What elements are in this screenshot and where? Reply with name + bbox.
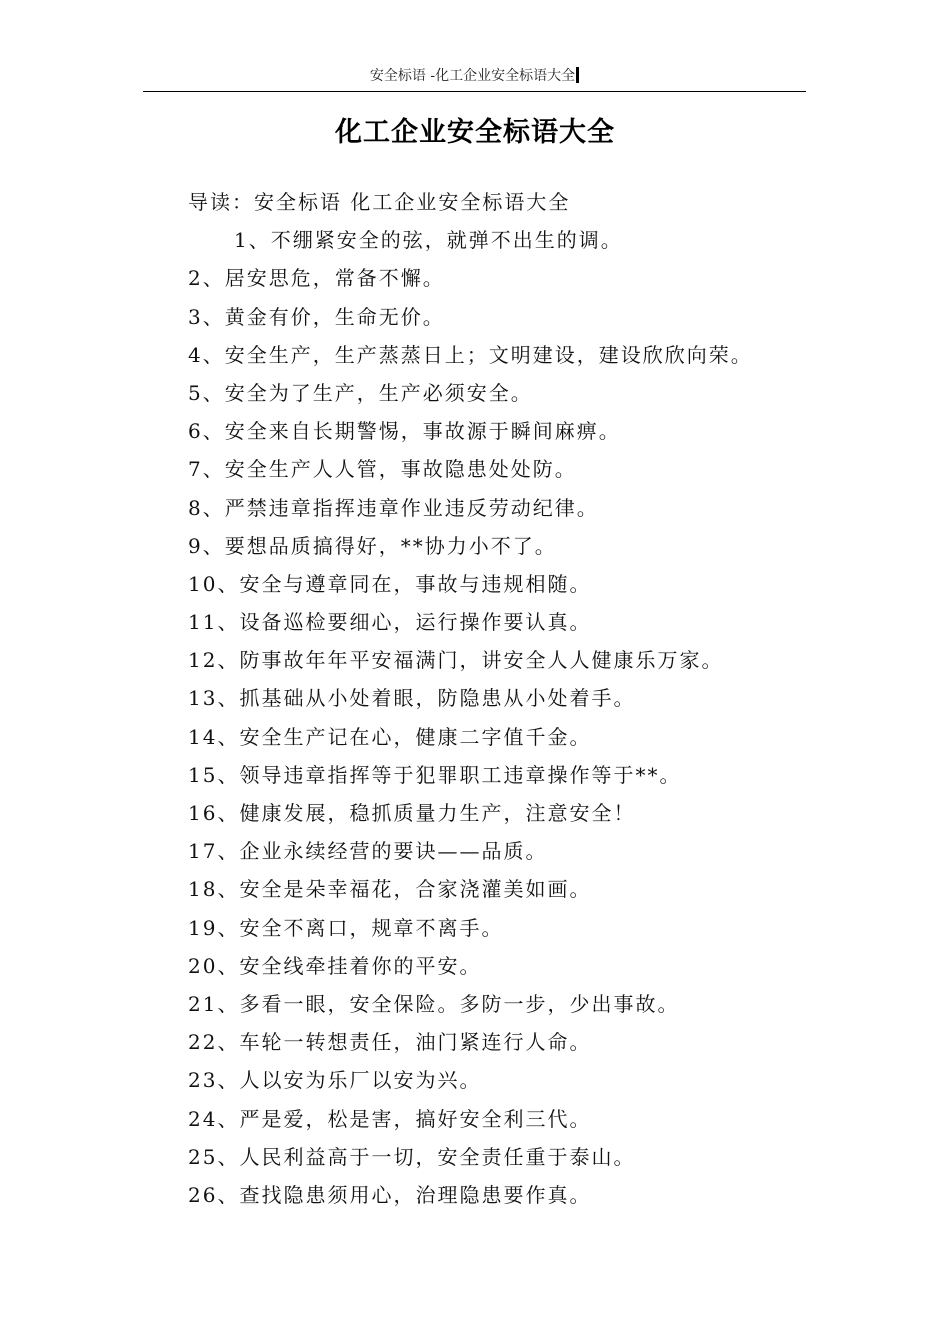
document-body: [188, 183, 828, 1214]
list-item: 21、多看一眼，安全保险。多防一步，少出事故。: [188, 991, 680, 1016]
list-item: 20、安全线牵挂着你的平安。: [188, 953, 482, 978]
list-item: 2、居安思危，常备不懈。: [188, 266, 445, 291]
list-item: 18、安全是朵幸福花，合家浇灌美如画。: [188, 877, 592, 902]
list-item: 1、不绷紧安全的弦，就弹不出生的调。: [234, 228, 623, 253]
page-header: [143, 66, 806, 86]
list-item: 5、安全为了生产，生产必须安全。: [188, 380, 533, 405]
list-item: 12、防事故年年平安福满门，讲安全人人健康乐万家。: [188, 648, 724, 673]
list-item: 13、抓基础从小处着眼，防隐患从小处着手。: [188, 686, 636, 711]
list-item: 17、企业永续经营的要诀——品质。: [188, 839, 548, 864]
list-item: 25、人民利益高于一切，安全责任重于泰山。: [188, 1144, 636, 1169]
list-item: 10、安全与遵章同在，事故与违规相随。: [188, 571, 592, 596]
list-item: 3、黄金有价，生命无价。: [188, 304, 445, 329]
list-item: 15、领导违章指挥等于犯罪职工违章操作等于**。: [188, 762, 682, 787]
list-item: 9、要想品质搞得好，**协力小不了。: [188, 533, 557, 558]
list-item: 14、安全生产记在心，健康二字值千金。: [188, 724, 592, 749]
list-item: 24、严是爱，松是害，搞好安全利三代。: [188, 1106, 592, 1131]
list-item: 26、查找隐患须用心，治理隐患要作真。: [188, 1182, 592, 1207]
header-rule: [143, 91, 806, 92]
list-item: 6、安全来自长期警惕，事故源于瞬间麻痹。: [188, 419, 621, 444]
list-item: 4、安全生产，生产蒸蒸日上；文明建设，建设欣欣向荣。: [188, 342, 753, 367]
list-item: 11、设备巡检要细心，运行操作要认真。: [188, 610, 592, 635]
list-item: 23、人以安为乐厂以安为兴。: [188, 1068, 482, 1093]
intro-line: 导读：安全标语 化工企业安全标语大全: [188, 190, 571, 214]
list-item: 7、安全生产人人管，事故隐患处处防。: [188, 457, 577, 482]
text-cursor: [576, 67, 579, 83]
header-text: 安全标语 -化工企业安全标语大全: [369, 68, 576, 84]
list-item: 22、车轮一转想责任，油门紧连行人命。: [188, 1030, 592, 1055]
list-item: 8、严禁违章指挥违章作业违反劳动纪律。: [188, 495, 599, 520]
list-item: 19、安全不离口，规章不离手。: [188, 915, 504, 940]
list-item: 16、健康发展，稳抓质量力生产，注意安全！: [188, 801, 636, 825]
document-title: 化工企业安全标语大全: [335, 117, 615, 148]
